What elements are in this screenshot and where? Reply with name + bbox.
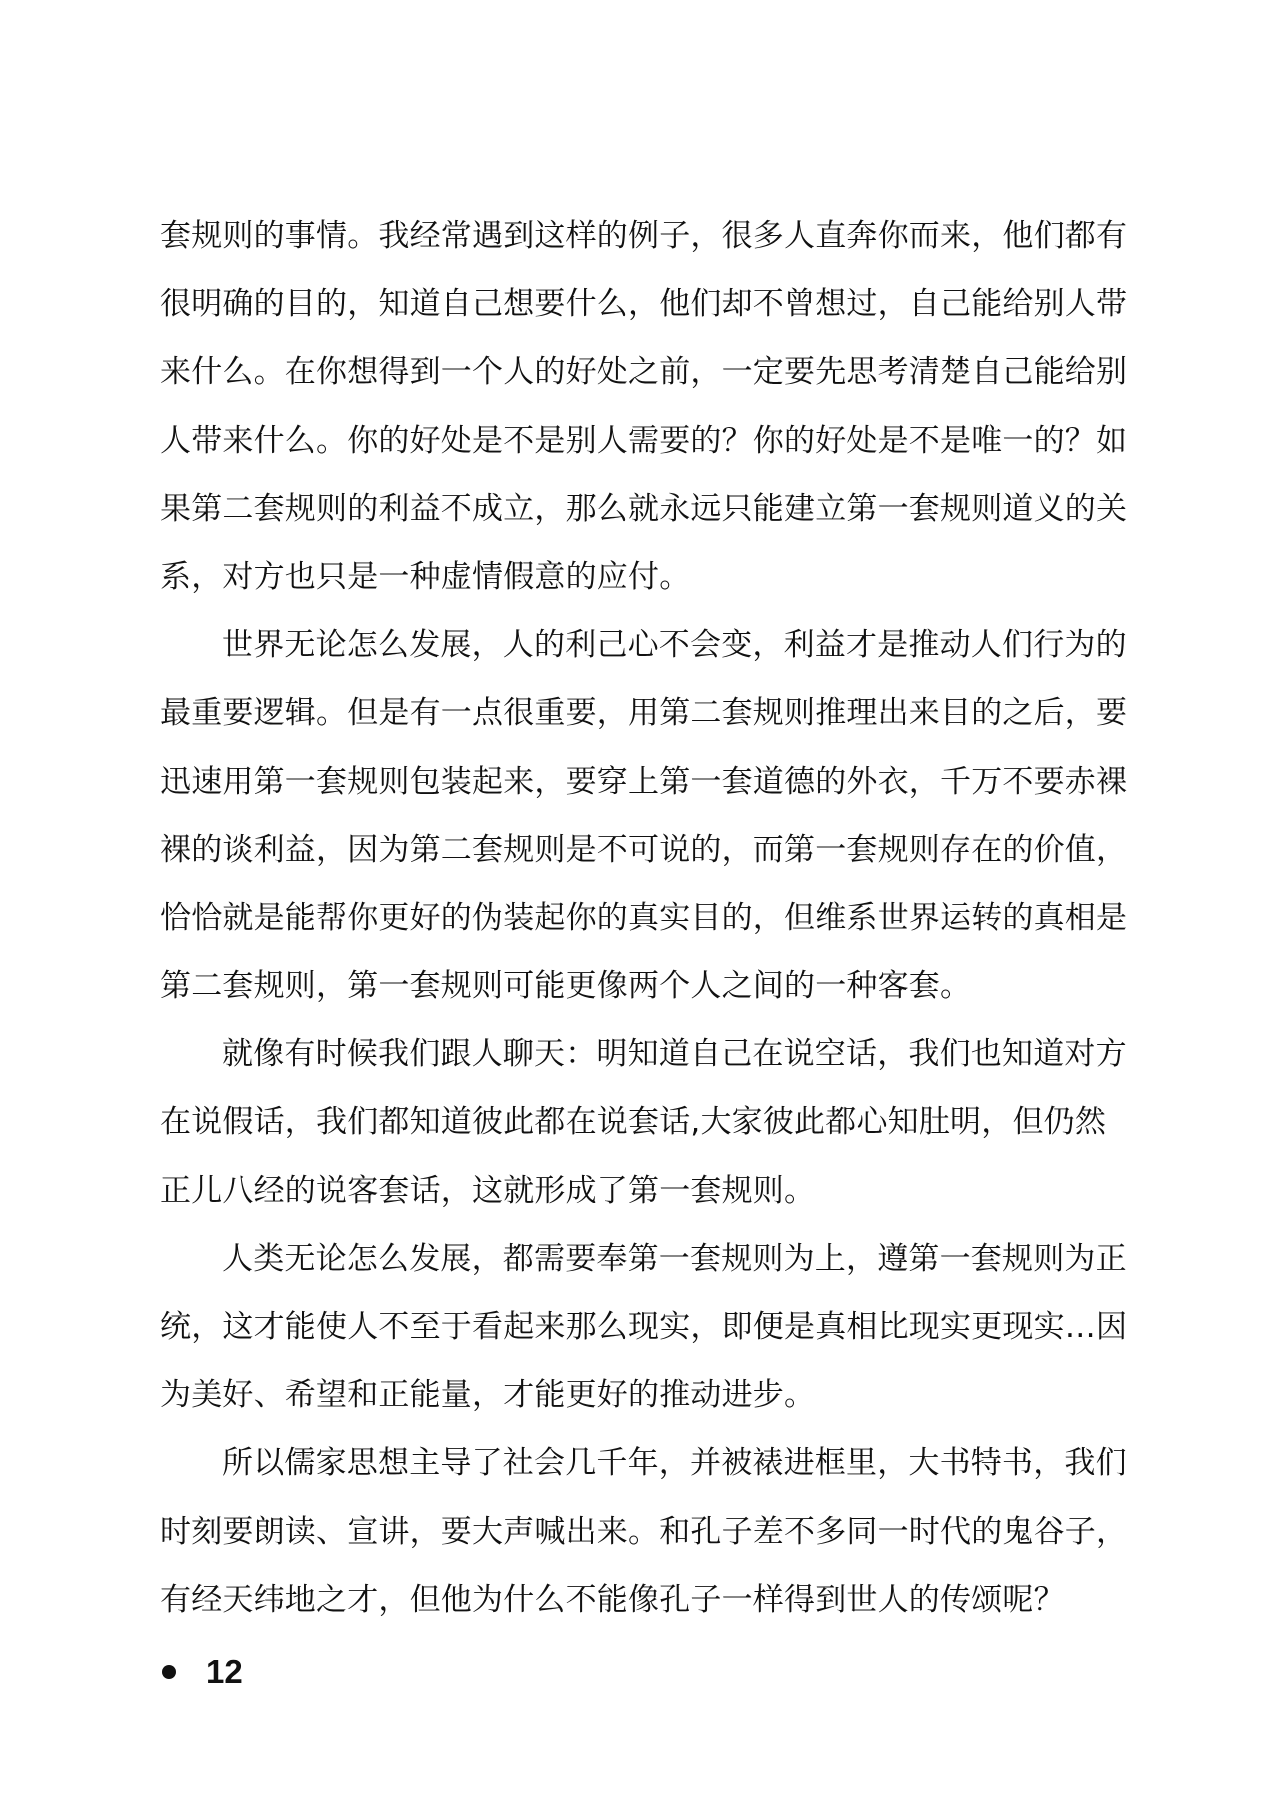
paragraph-start-line: 所以儒家思想主导了社会几千年，并被裱进框里，大书特书，我们 [222,1445,1127,1482]
text-line: 裸的谈利益，因为第二套规则是不可说的，而第一套规则存在的价值， [160,831,1128,868]
bullet-icon [162,1665,176,1679]
text-line: 迅速用第一套规则包装起来，要穿上第一套道德的外衣，千万不要赤裸 [160,763,1128,800]
text-line: 时刻要朗读、宣讲，要大声喊出来。和孔子差不多同一时代的鬼谷子， [160,1513,1128,1550]
text-line: 恰恰就是能帮你更好的伪装起你的真实目的，但维系世界运转的真相是 [160,899,1128,936]
text-line: 统，这才能使人不至于看起来那么现实，即便是真相比现实更现实…因 [160,1309,1128,1345]
text-line: 最重要逻辑。但是有一点很重要，用第二套规则推理出来目的之后，要 [160,695,1128,732]
paragraph-start-line: 世界无论怎么发展，人的利己心不会变，利益才是推动人们行为的 [222,627,1127,664]
text-line: 第二套规则，第一套规则可能更像两个人之间的一种客套。 [160,968,972,1005]
text-line: 正儿八经的说客套话，这就形成了第一套规则。 [160,1172,816,1209]
page-footer [162,1652,243,1692]
text-line: 套规则的事情。我经常遇到这样的例子，很多人直奔你而来，他们都有 [160,218,1128,254]
paragraph-start-line: 就像有时候我们跟人聊天：明知道自己在说空话，我们也知道对方 [222,1036,1127,1073]
page-number: 12 [206,1653,243,1690]
text-line: 来什么。在你想得到一个人的好处之前，一定要先思考清楚自己能给别 [160,354,1128,391]
text-line: 果第二套规则的利益不成立，那么就永远只能建立第一套规则道义的关 [160,490,1128,527]
text-line: 在说假话，我们都知道彼此都在说套话,大家彼此都心知肚明，但仍然 [160,1104,1107,1141]
text-line: 人带来什么。你的好处是不是别人需要的？你的好处是不是唯一的？如 [160,422,1128,459]
text-line: 系，对方也只是一种虚情假意的应付。 [160,558,691,595]
text-line: 为美好、希望和正能量，才能更好的推动进步。 [160,1377,816,1414]
body-text [160,202,1135,1634]
paragraph-start-line: 人类无论怎么发展，都需要奉第一套规则为上，遵第一套规则为正 [222,1240,1127,1277]
text-line: 有经天纬地之才，但他为什么不能像孔子一样得到世人的传颂呢？ [160,1581,1065,1618]
text-line: 很明确的目的，知道自己想要什么，他们却不曾想过，自己能给别人带 [160,286,1128,323]
